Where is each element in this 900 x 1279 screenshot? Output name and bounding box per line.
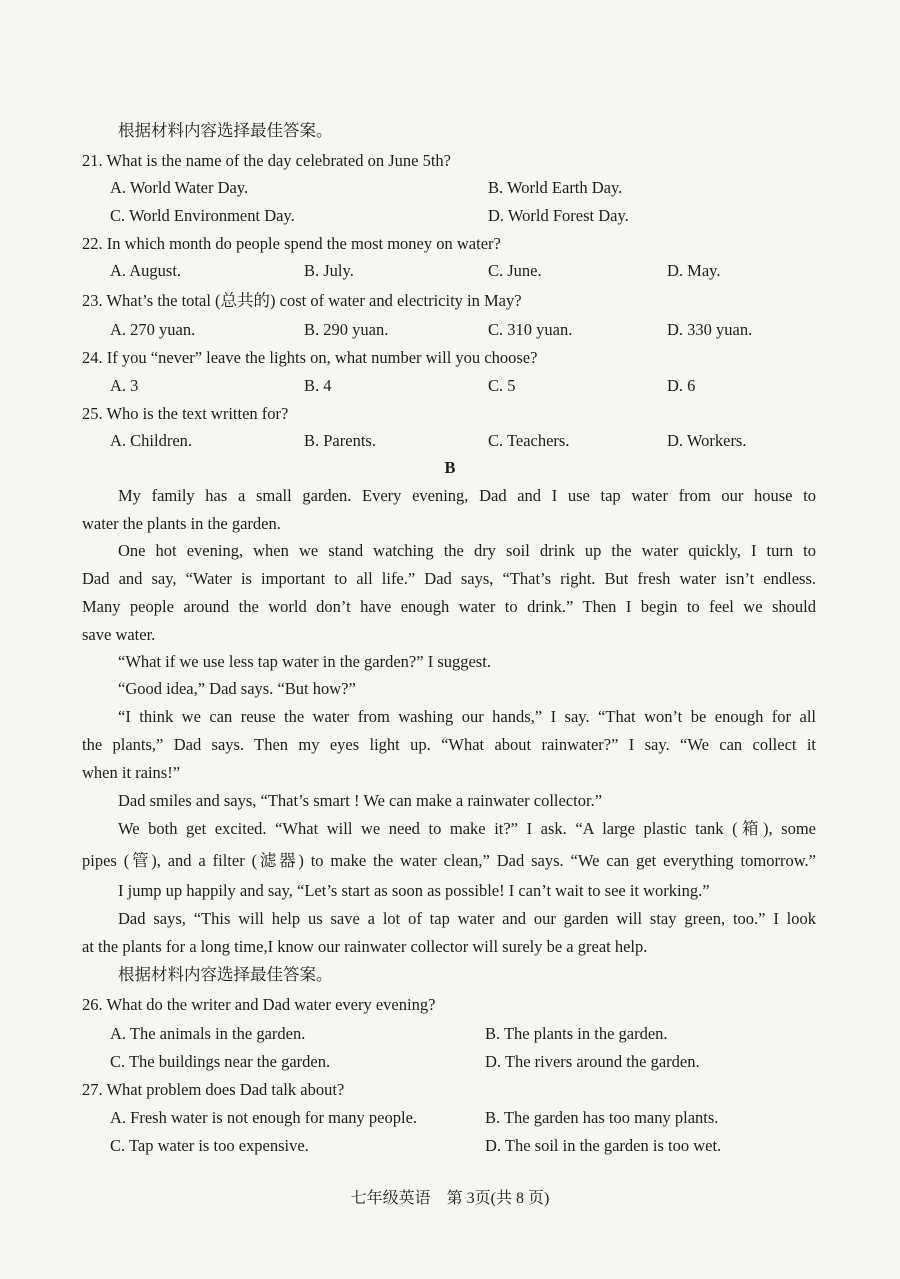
passage-line: I jump up happily and say, “Let’s start as soon as possible! I can’t wait to see it working.” bbox=[118, 881, 710, 900]
q21-option-b: B. World Earth Day. bbox=[488, 178, 623, 197]
passage-line: pipes (管), and a filter (滤器) to make the water clean,” Dad says. “We can get everything tomorrow.” bbox=[82, 851, 816, 870]
q25-option-b: B. Parents. bbox=[304, 431, 376, 450]
passage-line: save water. bbox=[82, 625, 156, 644]
q21-option-c: C. World Environment Day. bbox=[110, 206, 295, 225]
q24-option-b: B. 4 bbox=[304, 376, 332, 395]
question-21: 21. What is the name of the day celebrated on June 5th? bbox=[82, 151, 451, 170]
passage-line: water the plants in the garden. bbox=[82, 514, 281, 533]
q24-option-d: D. 6 bbox=[667, 376, 696, 395]
passage-line: Dad smiles and says, “That’s smart ! We can make a rainwater collector.” bbox=[118, 791, 603, 810]
q26-option-c: C. The buildings near the garden. bbox=[110, 1052, 331, 1071]
question-23: 23. What’s the total (总共的) cost of water and electricity in May? bbox=[82, 291, 522, 310]
passage-line: My family has a small garden. Every evening, Dad and I use tap water from our house to bbox=[118, 486, 816, 505]
q22-option-b: B. July. bbox=[304, 261, 354, 280]
passage-line: at the plants for a long time,I know our rainwater collector will surely be a great help. bbox=[82, 937, 648, 956]
passage-line: “Good idea,” Dad says. “But how?” bbox=[118, 679, 356, 698]
passage-line: “I think we can reuse the water from washing our hands,” I say. “That won’t be enough for all bbox=[118, 707, 816, 726]
q23-option-c: C. 310 yuan. bbox=[488, 320, 573, 339]
q26-option-d: D. The rivers around the garden. bbox=[485, 1052, 700, 1071]
passage-line: “What if we use less tap water in the garden?” I suggest. bbox=[118, 652, 491, 671]
q25-option-d: D. Workers. bbox=[667, 431, 747, 450]
question-22: 22. In which month do people spend the most money on water? bbox=[82, 234, 501, 253]
passage-line: the plants,” Dad says. Then my eyes light up. “What about rainwater?” I say. “We can collect it bbox=[82, 735, 816, 754]
q25-option-c: C. Teachers. bbox=[488, 431, 570, 450]
question-24: 24. If you “never” leave the lights on, what number will you choose? bbox=[82, 348, 538, 367]
q26-option-a: A. The animals in the garden. bbox=[110, 1024, 306, 1043]
q27-option-c: C. Tap water is too expensive. bbox=[110, 1136, 309, 1155]
q21-option-d: D. World Forest Day. bbox=[488, 206, 629, 225]
q22-option-d: D. May. bbox=[667, 261, 721, 280]
passage-line: Dad and say, “Water is important to all life.” Dad says, “That’s right. But fresh water isn’t endless. bbox=[82, 569, 816, 588]
q24-option-a: A. 3 bbox=[110, 376, 139, 395]
passage-line: One hot evening, when we stand watching the dry soil drink up the water quickly, I turn to bbox=[118, 541, 816, 560]
q27-option-d: D. The soil in the garden is too wet. bbox=[485, 1136, 722, 1155]
q24-option-c: C. 5 bbox=[488, 376, 516, 395]
passage-line: We both get excited. “What will we need to make it?” I ask. “A large plastic tank (箱), some bbox=[118, 819, 816, 838]
passage-line: Dad says, “This will help us save a lot of tap water and our garden will stay green, too.” I look bbox=[118, 909, 816, 928]
q22-option-a: A. August. bbox=[110, 261, 182, 280]
q21-option-a: A. World Water Day. bbox=[110, 178, 249, 197]
section-b-title: B bbox=[444, 458, 456, 477]
q23-option-a: A. 270 yuan. bbox=[110, 320, 196, 339]
q23-option-d: D. 330 yuan. bbox=[667, 320, 753, 339]
question-27: 27. What problem does Dad talk about? bbox=[82, 1080, 345, 1099]
q26-option-b: B. The plants in the garden. bbox=[485, 1024, 668, 1043]
q25-option-a: A. Children. bbox=[110, 431, 193, 450]
question-26: 26. What do the writer and Dad water every evening? bbox=[82, 995, 436, 1014]
page-footer: 七年级英语 第 3页(共 8 页) bbox=[350, 1190, 550, 1207]
q22-option-c: C. June. bbox=[488, 261, 542, 280]
question-25: 25. Who is the text written for? bbox=[82, 404, 289, 423]
passage-line: Many people around the world don’t have enough water to drink.” Then I begin to feel we should bbox=[82, 597, 816, 616]
q23-option-b: B. 290 yuan. bbox=[304, 320, 389, 339]
q27-option-a: A. Fresh water is not enough for many people. bbox=[110, 1108, 418, 1127]
instruction-a: 根据材料内容选择最佳答案。 bbox=[118, 121, 333, 140]
passage-line: when it rains!” bbox=[82, 763, 181, 782]
instruction-b: 根据材料内容选择最佳答案。 bbox=[118, 965, 333, 984]
q27-option-b: B. The garden has too many plants. bbox=[485, 1108, 719, 1127]
